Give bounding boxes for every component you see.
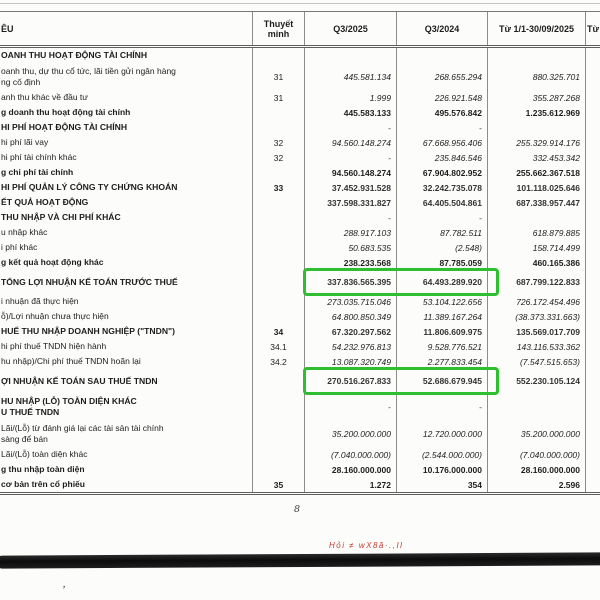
value-q3-2024: 52.686.679.945 [397, 369, 488, 393]
value-q3-2024: 32.242.735.078 [397, 180, 488, 195]
value-ytd-2025: 101.118.025.646 [488, 180, 586, 195]
value-q3-2025: 445.581.134 [305, 63, 397, 90]
row-label [0, 309, 253, 324]
value-q3-2025: 13.087.320.749 [305, 354, 397, 369]
column-header-next-partial: Từ [587, 23, 600, 34]
row-label-line1: g chi phí tài chính [1, 167, 74, 178]
table-row [0, 309, 600, 324]
row-label-line1: i nhuận đã thực hiện [1, 296, 79, 307]
row-label [0, 48, 253, 63]
row-note-ref: 33 [253, 180, 305, 195]
column-header-notes: Thuyết minh [253, 12, 305, 45]
row-note-ref [253, 105, 305, 120]
value-next-partial [586, 393, 600, 420]
row-label [0, 120, 253, 135]
row-note-ref [253, 210, 305, 225]
row-label [0, 135, 253, 150]
table-row [0, 120, 600, 135]
row-label [0, 447, 253, 462]
value-next-partial [586, 63, 600, 90]
table-row [0, 339, 600, 354]
row-label [0, 477, 253, 492]
row-label [0, 462, 253, 477]
value-next-partial [586, 105, 600, 120]
value-q3-2025: 1.999 [305, 90, 397, 105]
table-row [0, 477, 600, 492]
value-q3-2025: 28.160.000.000 [305, 462, 397, 477]
row-label [0, 240, 253, 255]
value-q3-2025: 337.598.331.827 [305, 195, 397, 210]
row-label [0, 270, 253, 294]
value-q3-2024: 235.846.546 [397, 150, 488, 165]
value-q3-2025: 273.035.715.046 [305, 294, 397, 309]
value-next-partial [586, 309, 600, 324]
row-label-line1: HI PHÍ QUẢN LÝ CÔNG TY CHỨNG KHOÁN [1, 182, 178, 193]
row-label-line2: ng cố định [1, 76, 41, 87]
row-label [0, 324, 253, 339]
table-row [0, 150, 600, 165]
value-next-partial [586, 447, 600, 462]
table-body [0, 48, 600, 492]
row-note-ref [253, 294, 305, 309]
value-next-partial [586, 420, 600, 447]
value-ytd-2025: 355.287.268 [488, 90, 586, 105]
value-next-partial [586, 294, 600, 309]
value-next-partial [586, 150, 600, 165]
value-q3-2025: 337.836.565.395 [305, 270, 397, 294]
value-q3-2025: 35.200.000.000 [305, 420, 397, 447]
value-next-partial [586, 369, 600, 393]
value-q3-2024: - [397, 210, 488, 225]
row-label-line1: HUẾ THU NHẬP DOANH NGHIỆP ("TNDN") [1, 326, 175, 337]
row-label-line1: HU NHẬP (LỖ) TOÀN DIỆN KHÁC [1, 396, 137, 406]
table-row [0, 369, 600, 393]
table-row [0, 393, 600, 420]
value-q3-2024: 67.668.956.406 [397, 135, 488, 150]
row-label-line1: ẾT QUẢ HOẠT ĐỘNG [1, 197, 89, 208]
value-ytd-2025: 255.329.914.176 [488, 135, 586, 150]
row-note-ref [253, 255, 305, 270]
row-note-ref [253, 447, 305, 462]
table-row [0, 354, 600, 369]
table-row [0, 324, 600, 339]
value-q3-2024: 226.921.548 [397, 90, 488, 105]
value-ytd-2025: 460.165.386 [488, 255, 586, 270]
row-note-ref: 32 [253, 150, 305, 165]
row-note-ref [253, 120, 305, 135]
value-q3-2024: (2.544.000.000) [397, 447, 488, 462]
value-ytd-2025 [488, 210, 586, 225]
value-q3-2024: 495.576.842 [397, 105, 488, 120]
row-note-ref: 34.1 [253, 339, 305, 354]
column-header-ytd-2025: Từ 1/1-30/09/2025 [488, 12, 586, 45]
row-note-ref [253, 240, 305, 255]
table-row [0, 195, 600, 210]
row-label [0, 225, 253, 240]
value-q3-2025: 67.320.297.562 [305, 324, 397, 339]
value-q3-2024: - [397, 393, 488, 420]
value-ytd-2025: 135.569.017.709 [488, 324, 586, 339]
row-label-line1: hi phí lãi vay [1, 137, 49, 148]
stray-ink-mark: ’ [60, 582, 67, 598]
value-q3-2025: - [305, 210, 397, 225]
value-q3-2024: 11.389.167.264 [397, 309, 488, 324]
value-q3-2024 [397, 48, 488, 63]
value-ytd-2025: 28.160.000.000 [488, 462, 586, 477]
value-q3-2024: 268.655.294 [397, 63, 488, 90]
value-ytd-2025: 880.325.701 [488, 63, 586, 90]
value-q3-2024: 87.782.511 [397, 225, 488, 240]
table-row [0, 135, 600, 150]
value-next-partial [586, 195, 600, 210]
top-scan-line [0, 3, 600, 4]
value-ytd-2025: 2.596 [488, 477, 586, 492]
value-q3-2025: 94.560.148.274 [305, 135, 397, 150]
value-ytd-2025: 158.714.499 [488, 240, 586, 255]
row-label-line2: U THUẾ TNDN [1, 406, 60, 417]
value-ytd-2025 [488, 48, 586, 63]
value-next-partial [586, 180, 600, 195]
value-q3-2024: 10.176.000.000 [397, 462, 488, 477]
row-label-line1: oanh thu, dự thu cổ tức, lãi tiền gửi ngân hàng [1, 66, 176, 76]
row-note-ref [253, 420, 305, 447]
table-row [0, 225, 600, 240]
row-label-line1: i phí khác [1, 242, 38, 253]
value-next-partial [586, 120, 600, 135]
row-label [0, 195, 253, 210]
row-label-line1: hu nhập)/Chi phí thuế TNDN hoãn lại [1, 356, 141, 367]
value-q3-2025: 50.683.535 [305, 240, 397, 255]
value-next-partial [586, 339, 600, 354]
row-label-line1: Lãi/(Lỗ) từ đánh giá lại các tài sản tài chính [1, 423, 164, 433]
table-row [0, 447, 600, 462]
column-header-label: ÊU [0, 12, 253, 45]
value-ytd-2025: 35.200.000.000 [488, 420, 586, 447]
row-note-ref [253, 393, 305, 420]
row-label [0, 354, 253, 369]
row-label-line1: g doanh thu hoạt động tài chính [1, 107, 131, 118]
row-label [0, 150, 253, 165]
row-label-line1: ỗ)/Lợi nhuận chưa thực hiện [1, 311, 109, 322]
value-next-partial [586, 240, 600, 255]
value-q3-2025: 1.272 [305, 477, 397, 492]
row-label-line1: cơ bản trên cổ phiếu [1, 479, 85, 490]
column-header-q3-2025: Q3/2025 [305, 12, 397, 45]
row-label [0, 180, 253, 195]
value-q3-2025: (7.040.000.000) [305, 447, 397, 462]
value-next-partial [586, 354, 600, 369]
table-row [0, 294, 600, 309]
value-ytd-2025: (7.040.000.000) [488, 447, 586, 462]
row-note-ref: 31 [253, 63, 305, 90]
row-label-line1: anh thu khác về đầu tư [1, 92, 88, 103]
row-label [0, 210, 253, 225]
value-q3-2025: 445.583.133 [305, 105, 397, 120]
value-next-partial [586, 255, 600, 270]
value-ytd-2025: 618.879.885 [488, 225, 586, 240]
row-note-ref: 32 [253, 135, 305, 150]
value-q3-2024: - [397, 120, 488, 135]
value-q3-2024: 53.104.122.656 [397, 294, 488, 309]
row-label-line1: TỔNG LỢI NHUẬN KẾ TOÁN TRƯỚC THUẾ [1, 276, 178, 287]
value-ytd-2025: (7.547.515.653) [488, 354, 586, 369]
row-note-ref [253, 225, 305, 240]
row-label [0, 255, 253, 270]
value-q3-2024: 67.904.802.952 [397, 165, 488, 180]
value-next-partial [586, 210, 600, 225]
value-q3-2025: - [305, 150, 397, 165]
row-label-line1: hi phí tài chính khác [1, 152, 77, 163]
page-number: 8 [293, 504, 301, 515]
row-note-ref: 31 [253, 90, 305, 105]
row-label-line1: g thu nhập toàn diện [1, 464, 85, 475]
value-next-partial [586, 165, 600, 180]
value-next-partial [586, 270, 600, 294]
row-label [0, 63, 253, 90]
table-row [0, 210, 600, 225]
value-ytd-2025: 143.116.533.362 [488, 339, 586, 354]
value-next-partial [586, 462, 600, 477]
value-q3-2024: (2.548) [397, 240, 488, 255]
table-row [0, 240, 600, 255]
value-q3-2025: 37.452.931.528 [305, 180, 397, 195]
row-label [0, 90, 253, 105]
row-label [0, 165, 253, 180]
table-row [0, 255, 600, 270]
value-ytd-2025: 687.799.122.833 [488, 270, 586, 294]
value-ytd-2025 [488, 120, 586, 135]
row-label-line1: OANH THU HOẠT ĐỘNG TÀI CHÍNH [1, 50, 148, 61]
row-label-line1: g kết quả hoạt động khác [1, 257, 104, 268]
table-row [0, 270, 600, 294]
value-ytd-2025: 687.338.957.447 [488, 195, 586, 210]
value-next-partial [586, 48, 600, 63]
scan-artifact-black-bar [0, 552, 600, 568]
red-handwriting-annotation: Hỏi ≠ wX8ã·.,Il [329, 541, 404, 550]
value-q3-2025: 54.232.976.813 [305, 339, 397, 354]
table-row [0, 105, 600, 120]
table-header-row [0, 12, 600, 48]
value-next-partial [586, 324, 600, 339]
value-ytd-2025: 332.453.342 [488, 150, 586, 165]
value-q3-2025: - [305, 393, 397, 420]
value-q3-2024: 9.528.776.521 [397, 339, 488, 354]
row-label-line1: hi phí thuế TNDN hiện hành [1, 341, 107, 352]
income-statement-table [0, 11, 600, 495]
row-label-line1: THU NHẬP VÀ CHI PHÍ KHÁC [1, 212, 121, 223]
value-q3-2025: - [305, 120, 397, 135]
value-next-partial [586, 135, 600, 150]
value-ytd-2025 [488, 393, 586, 420]
value-q3-2024: 11.806.609.975 [397, 324, 488, 339]
row-note-ref [253, 165, 305, 180]
value-ytd-2025: 726.172.454.496 [488, 294, 586, 309]
value-ytd-2025: (38.373.331.663) [488, 309, 586, 324]
row-label [0, 294, 253, 309]
row-note-ref [253, 309, 305, 324]
table-row [0, 180, 600, 195]
table-row [0, 420, 600, 447]
value-ytd-2025: 552.230.105.124 [488, 369, 586, 393]
row-label-line1: Lãi/(Lỗ) toàn diện khác [1, 449, 88, 460]
value-q3-2025: 270.516.267.833 [305, 369, 397, 393]
row-label [0, 339, 253, 354]
table-row [0, 63, 600, 90]
value-q3-2025 [305, 48, 397, 63]
value-ytd-2025: 1.235.612.969 [488, 105, 586, 120]
row-note-ref [253, 270, 305, 294]
row-note-ref: 35 [253, 477, 305, 492]
table-row [0, 462, 600, 477]
row-note-ref: 34 [253, 324, 305, 339]
row-label [0, 420, 253, 447]
value-q3-2025: 238.233.568 [305, 255, 397, 270]
row-note-ref [253, 462, 305, 477]
value-q3-2024: 2.277.833.454 [397, 354, 488, 369]
row-note-ref [253, 195, 305, 210]
value-next-partial [586, 477, 600, 492]
row-label-line2: sàng để bán [1, 433, 48, 444]
value-q3-2024: 64.493.289.920 [397, 270, 488, 294]
row-note-ref [253, 369, 305, 393]
table-row [0, 165, 600, 180]
row-label-line1: HI PHÍ HOẠT ĐỘNG TÀI CHÍNH [1, 122, 128, 133]
row-label-line1: ỢI NHUẬN KẾ TOÁN SAU THUẾ TNDN [1, 375, 158, 386]
value-q3-2025: 288.917.103 [305, 225, 397, 240]
value-next-partial [586, 225, 600, 240]
value-q3-2024: 64.405.504.861 [397, 195, 488, 210]
row-note-ref: 34.2 [253, 354, 305, 369]
row-label [0, 393, 253, 420]
row-label [0, 105, 253, 120]
value-ytd-2025: 255.662.367.518 [488, 165, 586, 180]
value-q3-2024: 87.785.059 [397, 255, 488, 270]
value-q3-2025: 94.560.148.274 [305, 165, 397, 180]
table-row [0, 48, 600, 63]
table-row [0, 90, 600, 105]
row-note-ref [253, 48, 305, 63]
row-label [0, 369, 253, 393]
value-q3-2024: 12.720.000.000 [397, 420, 488, 447]
value-q3-2025: 64.800.850.349 [305, 309, 397, 324]
column-header-q3-2024: Q3/2024 [397, 12, 488, 45]
row-label-line1: u nhập khác [1, 227, 48, 238]
value-next-partial [586, 90, 600, 105]
value-q3-2024: 354 [397, 477, 488, 492]
